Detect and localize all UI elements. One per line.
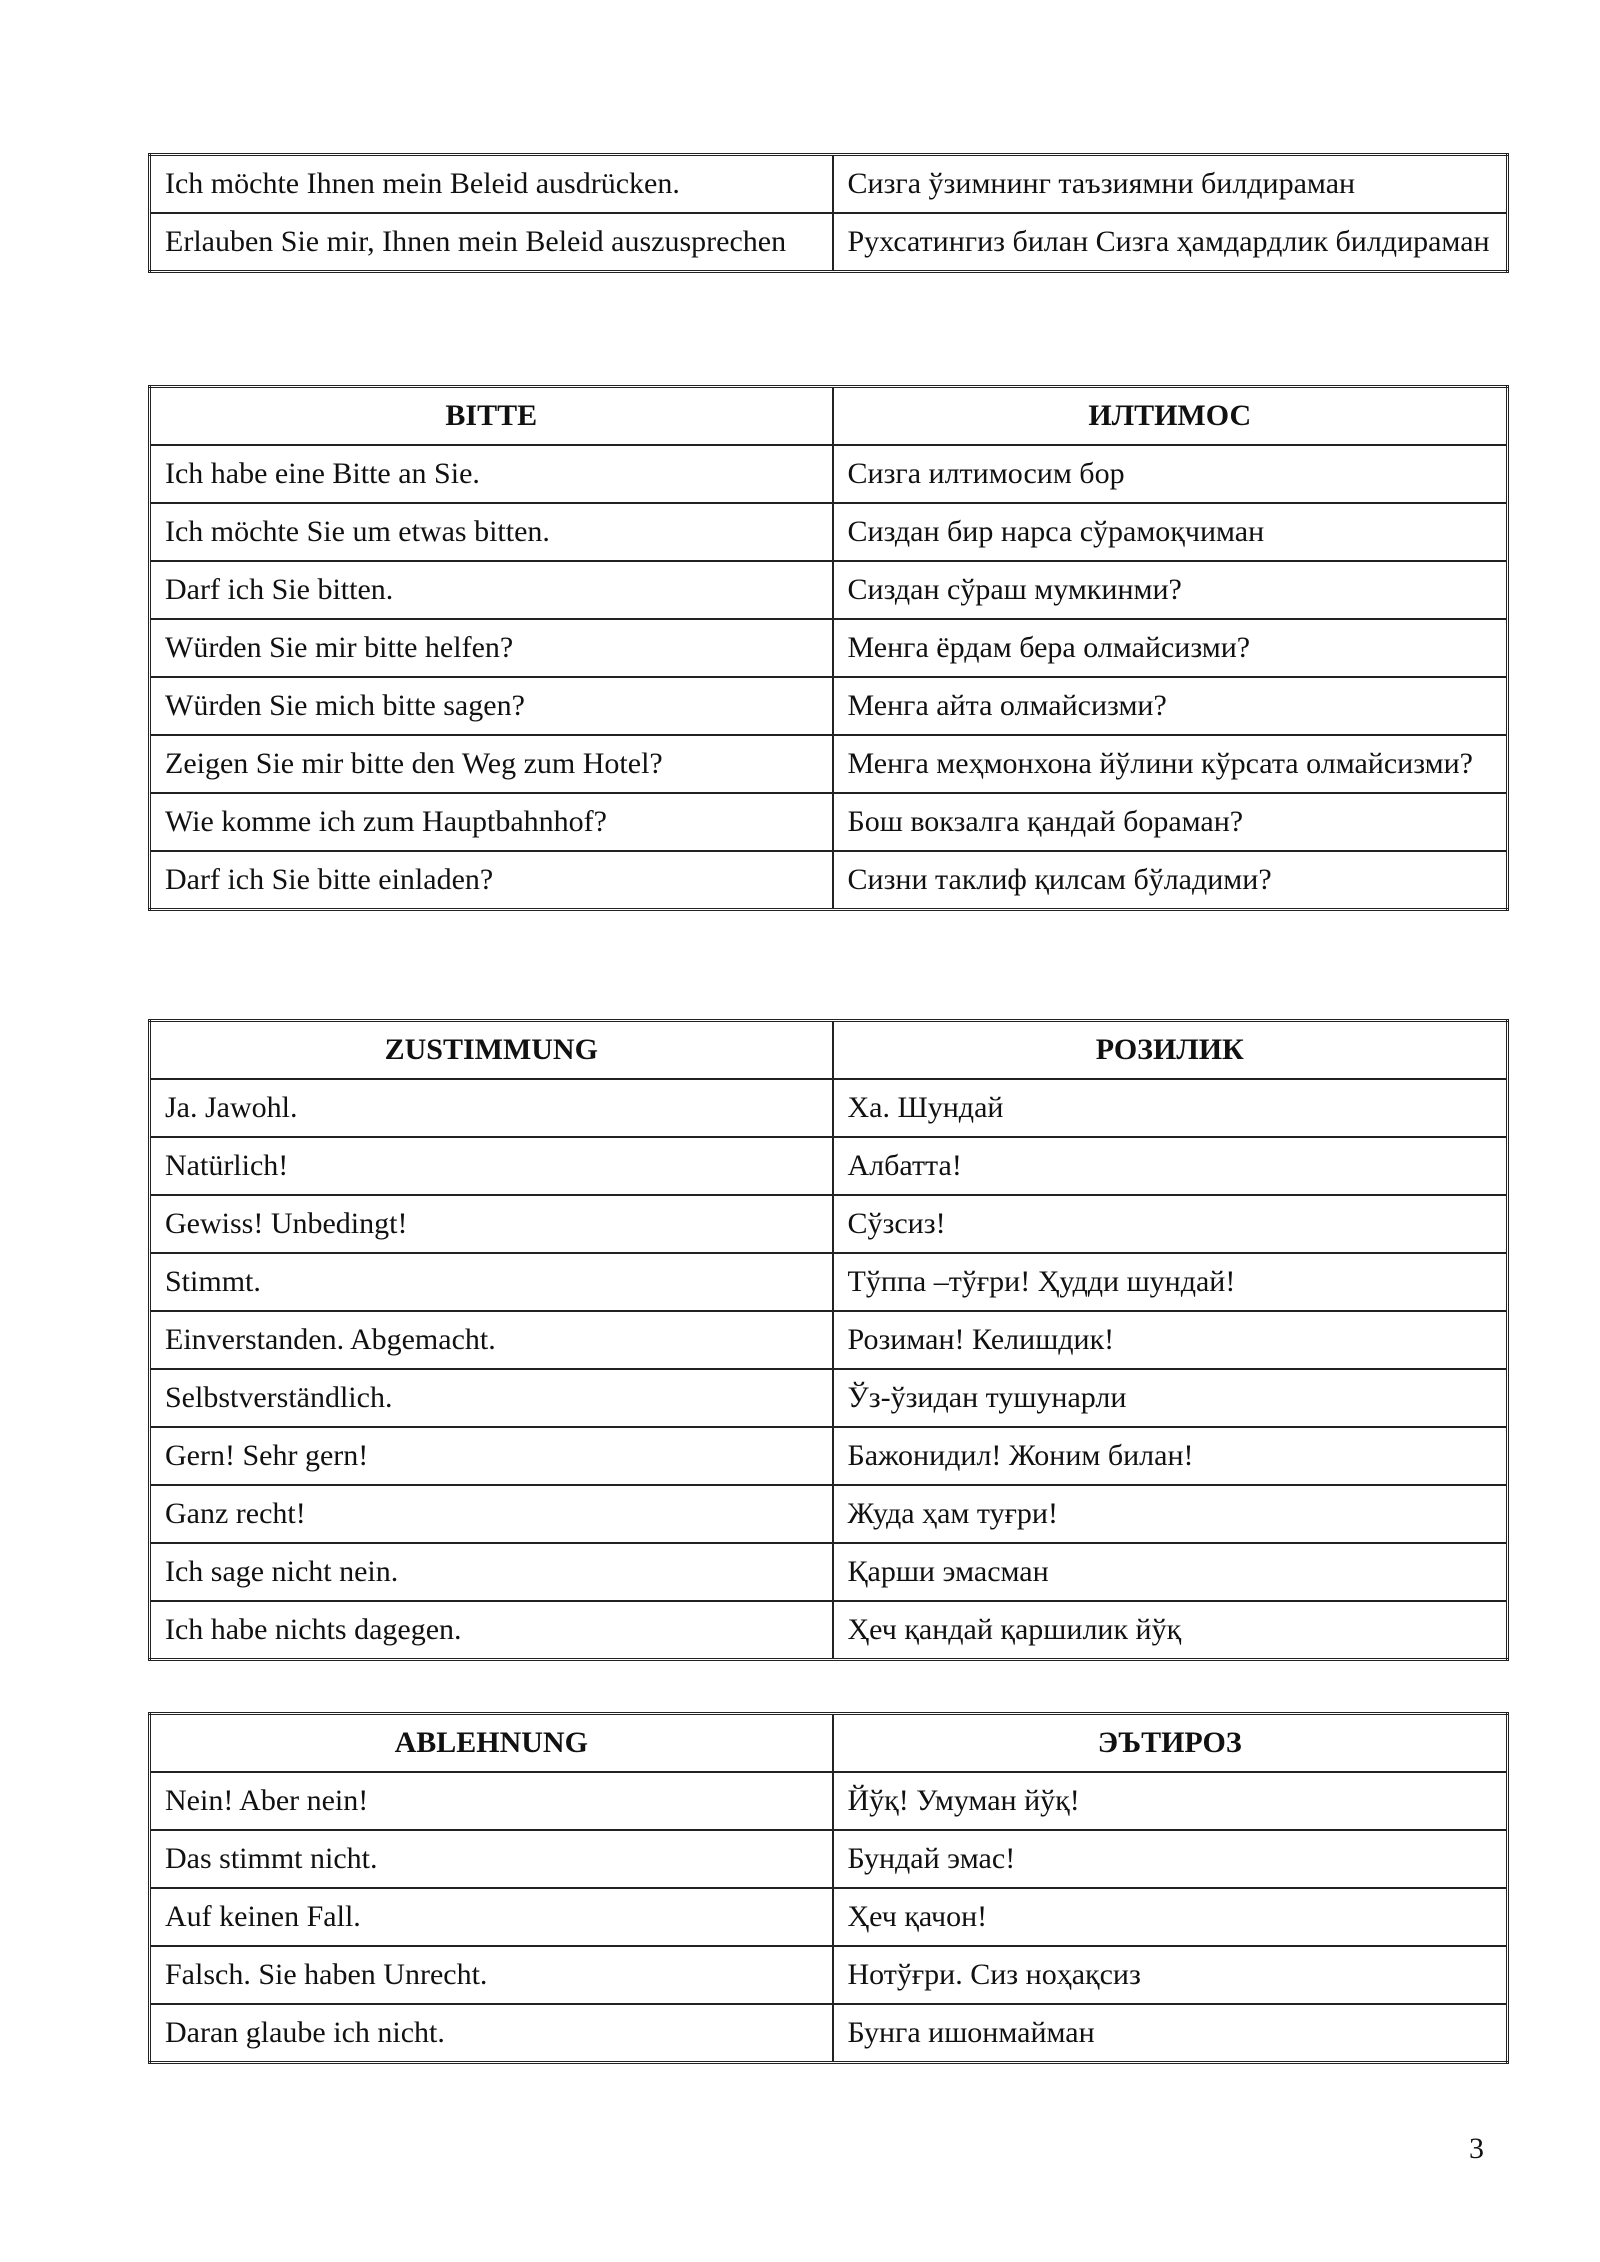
uzbek-translation: Менга ёрдам бера олмайсизми? <box>833 619 1508 677</box>
page-number: 3 <box>1469 2132 1484 2165</box>
table-row <box>150 619 1508 677</box>
german-phrase: Erlauben Sie mir, Ihnen mein Beleid auszusprechen <box>150 213 833 272</box>
uzbek-translation: Сиздан сўраш мумкинми? <box>833 561 1508 619</box>
uzbek-translation: Сизга ўзимнинг таъзиямни билдираман <box>833 155 1508 214</box>
german-phrase: Natürlich! <box>150 1137 833 1195</box>
header-german: ABLEHNUNG <box>150 1714 833 1773</box>
table-row <box>150 1079 1508 1137</box>
table-row <box>150 1369 1508 1427</box>
uzbek-translation: Сўзсиз! <box>833 1195 1508 1253</box>
uzbek-translation: Йўқ! Умуман йўқ! <box>833 1772 1508 1830</box>
german-phrase: Auf keinen Fall. <box>150 1888 833 1946</box>
uzbek-translation: Менга айта олмайсизми? <box>833 677 1508 735</box>
uzbek-translation: Бажонидил! Жоним билан! <box>833 1427 1508 1485</box>
german-phrase: Ja. Jawohl. <box>150 1079 833 1137</box>
german-phrase: Würden Sie mir bitte helfen? <box>150 619 833 677</box>
header-german: BITTE <box>150 387 833 446</box>
uzbek-translation: Жуда ҳам туғри! <box>833 1485 1508 1543</box>
german-phrase: Würden Sie mich bitte sagen? <box>150 677 833 735</box>
table-row <box>150 445 1508 503</box>
uzbek-translation: Сизни таклиф қилсам бўладими? <box>833 851 1508 910</box>
german-phrase: Gern! Sehr gern! <box>150 1427 833 1485</box>
table-row <box>150 2004 1508 2063</box>
table-row <box>150 1311 1508 1369</box>
uzbek-translation: Ҳеч қандай қаршилик йўқ <box>833 1601 1508 1660</box>
uzbek-translation: Бош вокзалга қандай бораман? <box>833 793 1508 851</box>
table-header-row <box>150 1021 1508 1080</box>
uzbek-translation: Тўппа –тўғри! Ҳудди шундай! <box>833 1253 1508 1311</box>
table-row <box>150 1137 1508 1195</box>
uzbek-translation: Сизга илтимосим бор <box>833 445 1508 503</box>
table-row <box>150 1888 1508 1946</box>
uzbek-translation: Менга меҳмонхона йўлини кўрсата олмайсизми? <box>833 735 1508 793</box>
german-phrase: Selbstverständlich. <box>150 1369 833 1427</box>
german-phrase: Ich habe eine Bitte an Sie. <box>150 445 833 503</box>
german-phrase: Ganz recht! <box>150 1485 833 1543</box>
table-row <box>150 851 1508 910</box>
uzbek-translation: Ўз-ўзидан тушунарли <box>833 1369 1508 1427</box>
german-phrase: Zeigen Sie mir bitte den Weg zum Hotel? <box>150 735 833 793</box>
table-row <box>150 677 1508 735</box>
zustimmung-phrases-table <box>148 1019 1509 1661</box>
german-phrase: Ich möchte Ihnen mein Beleid ausdrücken. <box>150 155 833 214</box>
uzbek-translation: Албатта! <box>833 1137 1508 1195</box>
uzbek-translation: Бундай эмас! <box>833 1830 1508 1888</box>
uzbek-translation: Сиздан бир нарса сўрамоқчиман <box>833 503 1508 561</box>
uzbek-translation: Нотўғри. Сиз ноҳақсиз <box>833 1946 1508 2004</box>
header-uzbek: ИЛТИМОС <box>833 387 1508 446</box>
uzbek-translation: Бунга ишонмайман <box>833 2004 1508 2063</box>
german-phrase: Nein! Aber nein! <box>150 1772 833 1830</box>
table-row <box>150 213 1508 272</box>
table-row <box>150 1253 1508 1311</box>
uzbek-translation: Ҳеч қачон! <box>833 1888 1508 1946</box>
table-row <box>150 155 1508 214</box>
bitte-phrases-table <box>148 385 1509 911</box>
table-header-row <box>150 387 1508 446</box>
german-phrase: Stimmt. <box>150 1253 833 1311</box>
ablehnung-phrases-table <box>148 1712 1509 2064</box>
table-row <box>150 503 1508 561</box>
table-row <box>150 561 1508 619</box>
header-uzbek: ЭЪТИРОЗ <box>833 1714 1508 1773</box>
table-row <box>150 1195 1508 1253</box>
german-phrase: Ich habe nichts dagegen. <box>150 1601 833 1660</box>
table-row <box>150 1601 1508 1660</box>
german-phrase: Ich möchte Sie um etwas bitten. <box>150 503 833 561</box>
german-phrase: Das stimmt nicht. <box>150 1830 833 1888</box>
table-row <box>150 1772 1508 1830</box>
german-phrase: Ich sage nicht nein. <box>150 1543 833 1601</box>
header-german: ZUSTIMMUNG <box>150 1021 833 1080</box>
table-header-row <box>150 1714 1508 1773</box>
german-phrase: Einverstanden. Abgemacht. <box>150 1311 833 1369</box>
uzbek-translation: Ха. Шундай <box>833 1079 1508 1137</box>
condolence-phrases-table <box>148 153 1509 273</box>
uzbek-translation: Розиман! Келишдик! <box>833 1311 1508 1369</box>
header-uzbek: РОЗИЛИК <box>833 1021 1508 1080</box>
table-row <box>150 1427 1508 1485</box>
german-phrase: Gewiss! Unbedingt! <box>150 1195 833 1253</box>
german-phrase: Daran glaube ich nicht. <box>150 2004 833 2063</box>
table-row <box>150 1830 1508 1888</box>
table-row <box>150 735 1508 793</box>
uzbek-translation: Қарши эмасман <box>833 1543 1508 1601</box>
table-row <box>150 1543 1508 1601</box>
german-phrase: Darf ich Sie bitten. <box>150 561 833 619</box>
german-phrase: Wie komme ich zum Hauptbahnhof? <box>150 793 833 851</box>
german-phrase: Darf ich Sie bitte einladen? <box>150 851 833 910</box>
german-phrase: Falsch. Sie haben Unrecht. <box>150 1946 833 2004</box>
table-row <box>150 1485 1508 1543</box>
uzbek-translation: Рухсатингиз билан Сизга ҳамдардлик билдираман <box>833 213 1508 272</box>
table-row <box>150 793 1508 851</box>
table-row <box>150 1946 1508 2004</box>
